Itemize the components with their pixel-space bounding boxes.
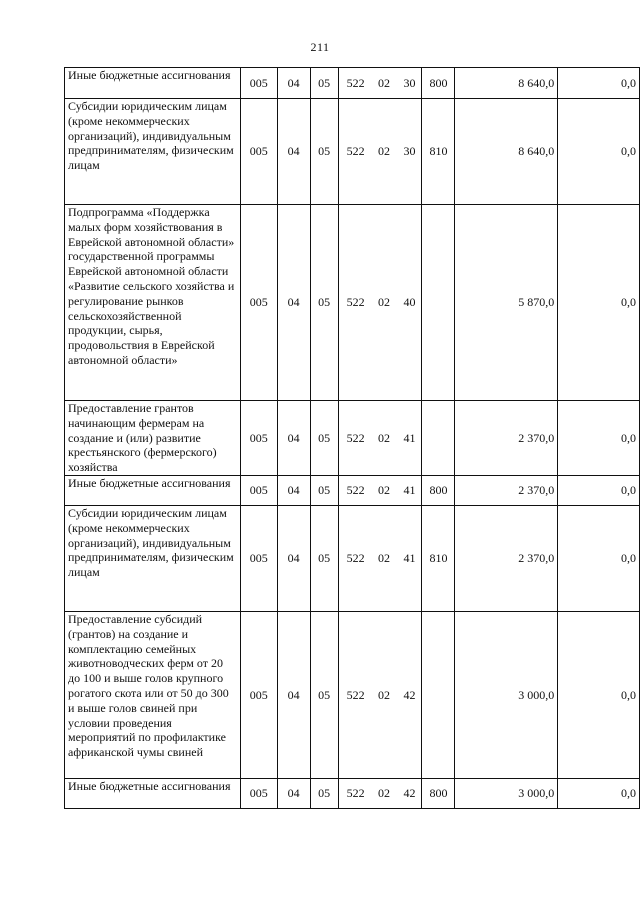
expense-type-code [422, 401, 455, 476]
expense-type-code: 800 [422, 68, 455, 99]
subsection-code: 05 [310, 779, 338, 809]
subsection-code: 05 [310, 476, 338, 506]
target-article-part-3: 42 [403, 786, 416, 801]
amount-second: 0,0 [558, 68, 640, 99]
amount-first: 2 370,0 [455, 506, 558, 612]
target-article-part-3: 42 [403, 687, 416, 702]
amount-first: 8 640,0 [455, 68, 558, 99]
expense-type-code [422, 612, 455, 779]
admin-code: 005 [240, 99, 277, 205]
target-article [338, 205, 422, 401]
target-article-part-1: 522 [346, 295, 365, 310]
expense-type-code: 810 [422, 99, 455, 205]
table-row [65, 401, 640, 476]
target-article-part-2: 02 [378, 430, 391, 445]
target-article-part-2: 02 [378, 483, 391, 498]
admin-code: 005 [240, 612, 277, 779]
target-article-part-1: 522 [346, 144, 365, 159]
expense-type-code: 800 [422, 476, 455, 506]
admin-code: 005 [240, 506, 277, 612]
row-name: Подпрограмма «Поддержка малых форм хозяйствования в Еврейской автономной области» государственной программы Еврейской автономной области «Развитие сельского хозяйства и регулирование рынков сельскохозяйственной продукции, сырья, продовольствия в Еврейской автономной области» [65, 205, 241, 401]
row-name: Предоставление грантов начинающим фермерам на создание и (или) развитие крестьянского (фермерского) хозяйства [65, 401, 241, 476]
admin-code: 005 [240, 205, 277, 401]
target-article-part-1: 522 [346, 75, 365, 90]
admin-code: 005 [240, 476, 277, 506]
target-article [338, 779, 422, 809]
subsection-code: 05 [310, 205, 338, 401]
amount-second: 0,0 [558, 476, 640, 506]
target-article-part-3: 30 [403, 75, 416, 90]
amount-second: 0,0 [558, 506, 640, 612]
target-article [338, 401, 422, 476]
amount-second: 0,0 [558, 99, 640, 205]
admin-code: 005 [240, 779, 277, 809]
amount-second: 0,0 [558, 779, 640, 809]
target-article-part-3: 41 [403, 551, 416, 566]
target-article [338, 506, 422, 612]
amount-first: 2 370,0 [455, 401, 558, 476]
table-row [65, 779, 640, 809]
target-article [338, 612, 422, 779]
table-body [65, 68, 640, 809]
target-article-part-1: 522 [346, 483, 365, 498]
subsection-code: 05 [310, 506, 338, 612]
table-row [65, 506, 640, 612]
section-code: 04 [277, 401, 310, 476]
target-article [338, 99, 422, 205]
page-number: 211 [310, 40, 330, 54]
amount-second: 0,0 [558, 205, 640, 401]
row-name: Предоставление субсидий (грантов) на создание и комплектацию семейных животноводческих ферм от 20 до 100 и выше голов крупного рогатого скота или от 50 до 300 и выше голов свиней при условии проведения мероприятий по профилактике африканской чумы свиней [65, 612, 241, 779]
expense-type-code: 810 [422, 506, 455, 612]
amount-first: 2 370,0 [455, 476, 558, 506]
target-article-part-2: 02 [378, 687, 391, 702]
table-row [65, 476, 640, 506]
row-name: Иные бюджетные ассигнования [65, 68, 241, 99]
target-article-part-1: 522 [346, 786, 365, 801]
amount-second: 0,0 [558, 401, 640, 476]
section-code: 04 [277, 476, 310, 506]
row-name: Субсидии юридическим лицам (кроме некоммерческих организаций), индивидуальным предпринимателям, физическим лицам [65, 506, 241, 612]
target-article-part-1: 522 [346, 687, 365, 702]
amount-first: 8 640,0 [455, 99, 558, 205]
row-name: Иные бюджетные ассигнования [65, 779, 241, 809]
admin-code: 005 [240, 401, 277, 476]
subsection-code: 05 [310, 68, 338, 99]
section-code: 04 [277, 205, 310, 401]
subsection-code: 05 [310, 612, 338, 779]
amount-first: 3 000,0 [455, 779, 558, 809]
subsection-code: 05 [310, 401, 338, 476]
budget-table [64, 67, 640, 809]
subsection-code: 05 [310, 99, 338, 205]
target-article-part-1: 522 [346, 551, 365, 566]
target-article [338, 68, 422, 99]
target-article-part-3: 30 [403, 144, 416, 159]
section-code: 04 [277, 68, 310, 99]
expense-type-code [422, 205, 455, 401]
expense-type-code: 800 [422, 779, 455, 809]
target-article-part-2: 02 [378, 786, 391, 801]
section-code: 04 [277, 612, 310, 779]
table-row [65, 68, 640, 99]
target-article-part-2: 02 [378, 551, 391, 566]
section-code: 04 [277, 506, 310, 612]
amount-first: 3 000,0 [455, 612, 558, 779]
section-code: 04 [277, 99, 310, 205]
target-article-part-2: 02 [378, 75, 391, 90]
target-article-part-3: 41 [403, 430, 416, 445]
target-article [338, 476, 422, 506]
amount-second: 0,0 [558, 612, 640, 779]
table-row [65, 99, 640, 205]
target-article-part-2: 02 [378, 144, 391, 159]
section-code: 04 [277, 779, 310, 809]
target-article-part-1: 522 [346, 430, 365, 445]
table-row [65, 205, 640, 401]
row-name: Иные бюджетные ассигнования [65, 476, 241, 506]
target-article-part-3: 41 [403, 483, 416, 498]
row-name: Субсидии юридическим лицам (кроме некоммерческих организаций), индивидуальным предпринимателям, физическим лицам [65, 99, 241, 205]
target-article-part-2: 02 [378, 295, 391, 310]
amount-first: 5 870,0 [455, 205, 558, 401]
table-row [65, 612, 640, 779]
admin-code: 005 [240, 68, 277, 99]
target-article-part-3: 40 [403, 295, 416, 310]
